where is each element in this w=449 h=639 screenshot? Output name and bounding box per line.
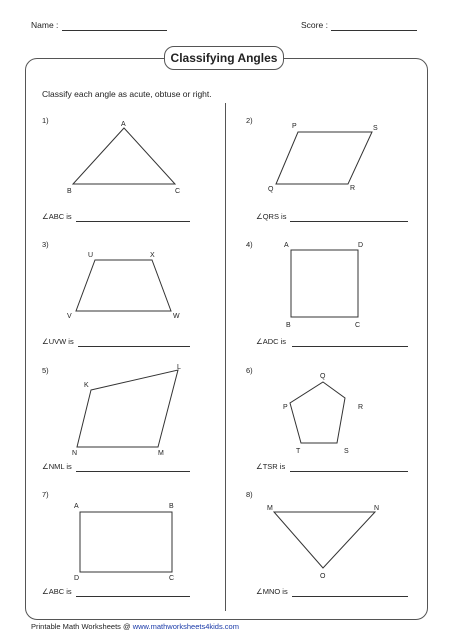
vertex-label: T	[296, 448, 301, 455]
vertex-label: Q	[268, 186, 274, 193]
vertex-label: V	[67, 313, 72, 320]
vertex-label: D	[358, 242, 364, 249]
square-abcd	[291, 250, 358, 317]
vertex-label: X	[150, 252, 155, 259]
vertex-label: U	[88, 252, 94, 259]
problem-5-answer-label: ∠NML is	[42, 462, 72, 471]
score-label: Score :	[301, 20, 328, 30]
pentagon-pqrst	[290, 382, 345, 443]
trapezoid-uvwx	[76, 260, 171, 311]
problem-2-number: 2)	[246, 116, 253, 125]
worksheet-title: Classifying Angles	[164, 46, 284, 70]
vertex-label: S	[373, 125, 378, 132]
problem-7-number: 7)	[42, 490, 49, 499]
vertex-label: C	[355, 322, 361, 329]
vertex-label: W	[173, 313, 180, 320]
quadrilateral-klmn	[77, 370, 178, 447]
vertex-label: C	[175, 188, 181, 195]
vertex-label: S	[344, 448, 349, 455]
vertex-label: D	[74, 575, 80, 582]
vertex-label: M	[158, 450, 164, 457]
vertex-label: N	[72, 450, 78, 457]
vertex-label: A	[121, 121, 126, 128]
problem-4-answer-label: ∠ADC is	[256, 337, 287, 346]
vertex-label: R	[350, 185, 356, 192]
vertex-label: M	[267, 505, 273, 512]
vertex-label: B	[67, 188, 72, 195]
problem-1-answer-label: ∠ABC is	[42, 212, 72, 221]
vertex-label: L	[177, 364, 181, 371]
problem-7-answer-label: ∠ABC is	[42, 587, 72, 596]
vertex-label: K	[84, 382, 89, 389]
triangle-abc	[73, 128, 175, 184]
problem-5-number: 5)	[42, 366, 49, 375]
problem-4-number: 4)	[246, 240, 253, 249]
vertex-label: P	[292, 123, 297, 130]
problem-3-answer-label: ∠UVW is	[42, 337, 74, 346]
vertex-label: N	[374, 505, 380, 512]
footer	[31, 622, 239, 631]
vertex-label: C	[169, 575, 175, 582]
triangle-mno	[274, 512, 375, 568]
problem-6-answer-label: ∠TSR is	[256, 462, 286, 471]
footer-prefix: Printable Math Worksheets @	[31, 622, 133, 631]
vertex-label: A	[74, 503, 79, 510]
vertex-label: B	[286, 322, 291, 329]
rectangle-abcd	[80, 512, 172, 572]
vertex-label: R	[358, 404, 364, 411]
name-label: Name :	[31, 20, 59, 30]
parallelogram-pqrs	[276, 132, 372, 184]
problem-8-number: 8)	[246, 490, 253, 499]
vertex-label: Q	[320, 373, 326, 380]
problem-2-answer-label: ∠QRS is	[256, 212, 287, 221]
vertex-label: A	[284, 242, 289, 249]
footer-link[interactable]: www.mathworksheets4kids.com	[132, 622, 239, 631]
problem-1-number: 1)	[42, 116, 49, 125]
vertex-label: O	[320, 573, 326, 580]
problem-3-number: 3)	[42, 240, 49, 249]
problem-8-answer-label: ∠MNO is	[256, 587, 288, 596]
problem-6-number: 6)	[246, 366, 253, 375]
vertex-label: B	[169, 503, 174, 510]
instructions: Classify each angle as acute, obtuse or right.	[42, 89, 212, 99]
vertex-label: P	[283, 404, 288, 411]
